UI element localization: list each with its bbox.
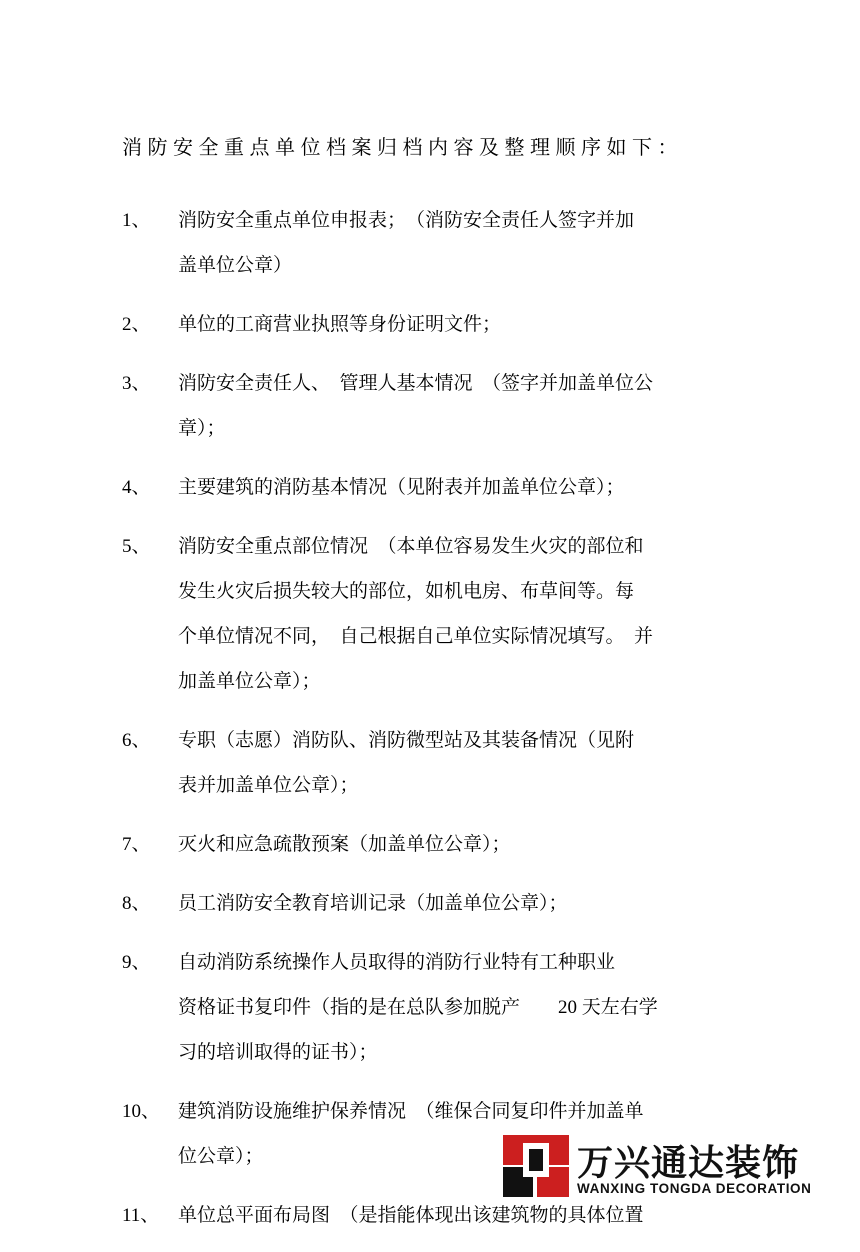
list-item bbox=[122, 198, 740, 288]
brand-name-cn: 万兴通达装饰 bbox=[577, 1142, 800, 1183]
list-item bbox=[122, 940, 740, 1075]
list-item-number: 9、 bbox=[122, 952, 151, 973]
list-item-line: 员工消防安全教育培训记录（加盖单位公章）； bbox=[178, 893, 568, 914]
list-item-line: 单位的工商营业执照等身份证明文件； bbox=[178, 314, 502, 335]
list-item-body bbox=[178, 524, 740, 704]
list-item-line: 消防安全重点单位申报表； （消防安全责任人签字并加 bbox=[178, 210, 635, 231]
list-item-line: 习的培训取得的证书）； bbox=[178, 1042, 378, 1063]
list-item-number: 11、 bbox=[122, 1205, 160, 1226]
list-item bbox=[122, 302, 740, 347]
list-item-number: 8、 bbox=[122, 893, 151, 914]
list-item-line: 建筑消防设施维护保养情况 （维保合同复印件并加盖单 bbox=[178, 1101, 644, 1122]
list-item-body bbox=[178, 302, 740, 347]
watermark-logo bbox=[503, 1135, 812, 1201]
list-item bbox=[122, 881, 740, 926]
list-item-line: 盖单位公章） bbox=[178, 255, 293, 276]
list-item-line: 资格证书复印件（指的是在总队参加脱产 20 天左右学 bbox=[178, 997, 658, 1018]
brand-name-en: WANXING TONGDA DECORATION bbox=[577, 1181, 812, 1196]
list-item-number: 6、 bbox=[122, 730, 151, 751]
list-item-number: 3、 bbox=[122, 373, 151, 394]
list-item-line: 单位总平面布局图 （是指能体现出该建筑物的具体位置 bbox=[178, 1205, 644, 1226]
list-item-line: 专职（志愿）消防队、消防微型站及其装备情况（见附 bbox=[178, 730, 635, 751]
list-item-number: 5、 bbox=[122, 536, 151, 557]
list-item-line: 个单位情况不同， 自己根据自己单位实际情况填写。 并 bbox=[178, 626, 654, 647]
list-item-number: 10、 bbox=[122, 1101, 161, 1122]
list-item bbox=[122, 361, 740, 451]
list-item-line: 主要建筑的消防基本情况（见附表并加盖单位公章）； bbox=[178, 477, 625, 498]
list-item-line: 发生火灾后损失较大的部位，如机电房、布草间等。每 bbox=[178, 581, 635, 602]
list-item-body bbox=[178, 940, 740, 1075]
list-item-number: 4、 bbox=[122, 477, 151, 498]
list-item-body bbox=[178, 822, 740, 867]
list-item-number: 7、 bbox=[122, 834, 151, 855]
numbered-list bbox=[122, 198, 740, 1252]
list-item-line: 消防安全责任人、 管理人基本情况 （签字并加盖单位公 bbox=[178, 373, 654, 394]
list-item-body bbox=[178, 465, 740, 510]
list-item-number: 1、 bbox=[122, 210, 151, 231]
list-item bbox=[122, 822, 740, 867]
list-item bbox=[122, 524, 740, 704]
list-item-line: 加盖单位公章）； bbox=[178, 671, 321, 692]
list-item-line: 消防安全重点部位情况 （本单位容易发生火灾的部位和 bbox=[178, 536, 644, 557]
list-item-body bbox=[178, 881, 740, 926]
list-item-number: 2、 bbox=[122, 314, 151, 335]
list-item-body bbox=[178, 718, 740, 808]
list-item-body bbox=[178, 198, 740, 288]
brand-mark-icon bbox=[503, 1135, 569, 1197]
list-item-line: 章）； bbox=[178, 418, 226, 439]
list-item-line: 位公章）； bbox=[178, 1146, 264, 1167]
document-title: 消防安全重点单位档案归档内容及整理顺序如下： bbox=[122, 137, 683, 159]
list-item bbox=[122, 465, 740, 510]
list-item-line: 表并加盖单位公章）； bbox=[178, 775, 359, 796]
list-item-line: 自动消防系统操作人员取得的消防行业特有工种职业 bbox=[178, 952, 616, 973]
list-item-body bbox=[178, 361, 740, 451]
list-item bbox=[122, 718, 740, 808]
list-item-line: 灭火和应急疏散预案（加盖单位公章）； bbox=[178, 834, 511, 855]
